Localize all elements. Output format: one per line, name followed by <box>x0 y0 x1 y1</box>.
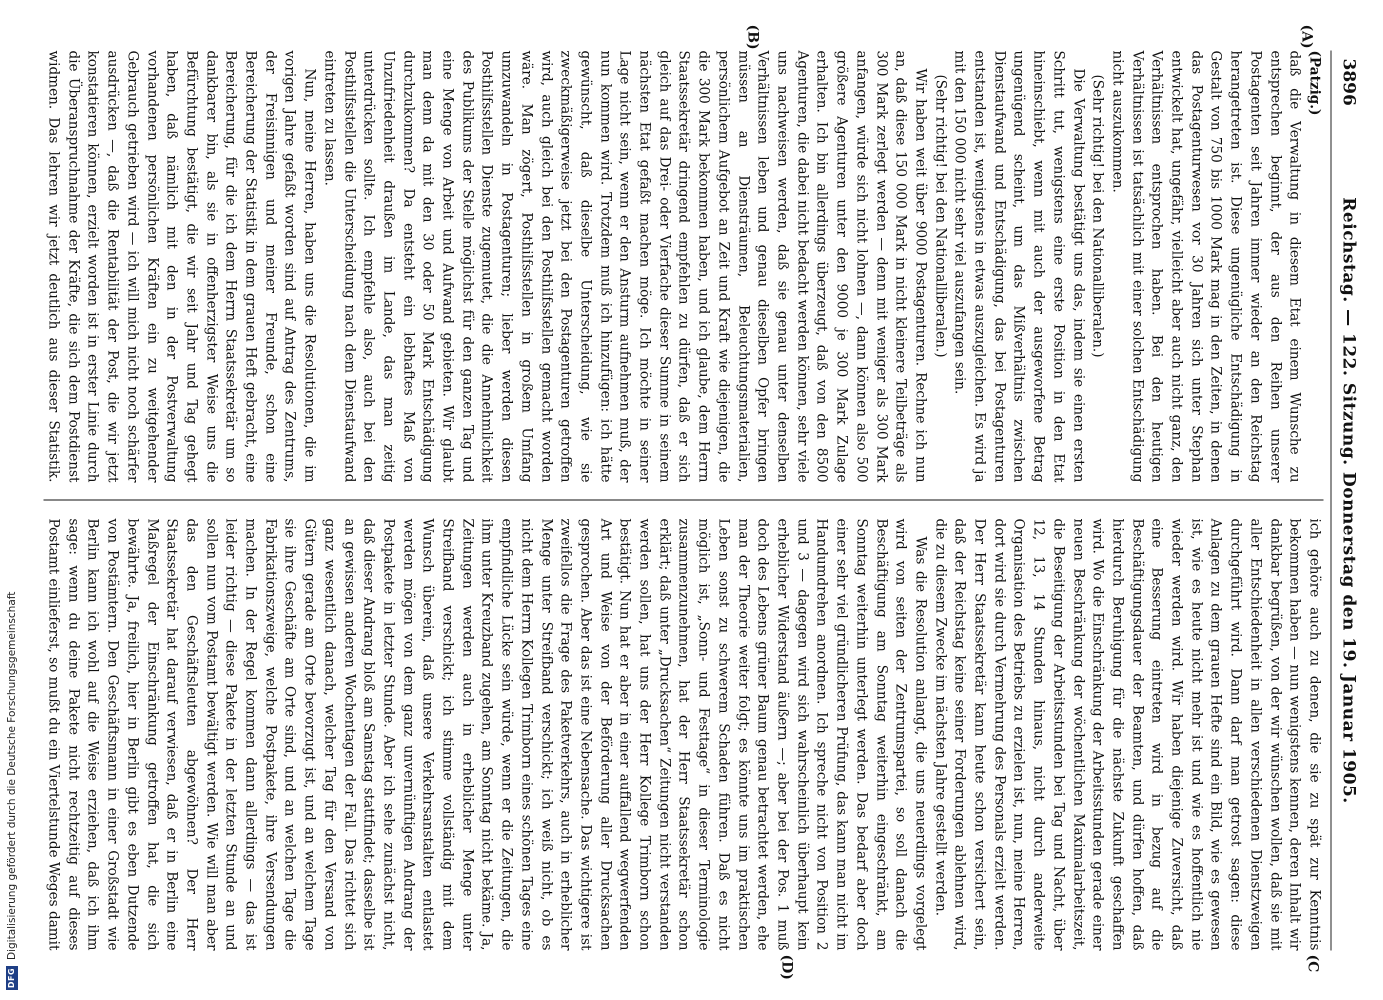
text-column-right <box>44 518 1324 950</box>
paragraph: Was die Resolution anlangt, die uns neuerdings vorgelegt wird von seiten der Zentrumspartei, so soll danach die Beschäftigung am Sonntag weiterhin eingeschränkt, am Sonntag weiterhin unterlegt werden. Das bedarf aber doch einer sehr viel gründlicheren Prüfung, das kann man nicht im Handumdrehen anordnen. Ich spreche nicht von Position 2 und 3 — dagegen wird sich wahrscheinlich überhaupt kein erheblicher Widerstand äußern —; aber bei der Pos. 1 muß doch des Lebens grüner Baum genau betrachtet werden, ehe man der Theorie weiter folgt; es könnte uns im praktischen Leben sonst zu schwerem Schaden führen. Daß es nicht möglich ist, „Sonn- und Festtage“ in dieser Terminologie zusammenzunehmen, hat der Herr Staatssekretär schon erklärt; daß unter „Drucksachen“ Zeitungen nicht verstanden werden sollen, hat uns der Herr Kollege Trimborn schon bestätigt. Nun hat er aber in einer auffallend wegwerfenden Art und Weise von der Beförderung aller Drucksachen gesprochen. Aber das ist eine Nebensache. Das wichtigere ist zweifellos die Frage des Paketverkehrs, auch in erheblicher Menge unter Streifband verschickt; ich weiß nicht, ob es nicht dem Herrn Kollegen Trimborn eines schönen Tages eine empfindliche Lücke sein würde, wenn er die Zeitungen, die ihm unter Kreuzband zugehen, am Sonntag nicht bekäme. Ja, Zeitungen werden auch in erheblicher Menge unter Streifband verschickt; ich stimme vollständig mit dem Wunsch überein, daß unsere Verkehrsanstalten entlastet werden mögen von dem ganz unvernünftigen Andrang der Postpakete in letzter Stunde. Aber ich sehe zunächst nicht, daß dieser Andrang bloß am Samstag stattfindet; dasselbe ist an gewissen anderen Wochentagen der Fall. Das richtet sich ganz wesentlich danach, welcher Tag für den Versand von Gütern gerade am Orte bevorzugt ist, und an welchem Tage sie ihre Geschäfte am Orte sind, und an welchen Tage die Fabrikationszweige, welche Postpakete, ihre Versendungen machen. In der Regel kommen dann allerdings — das ist leider richtig — diese Pakete in der letzten Stunde an und sollen nun vom Postamt bewältigt werden. Wie will man aber das den Geschäftsleuten abgewöhnen? Der Herr Staatssekretär hat darauf verwiesen, daß er in Berlin eine Maßregel der Einschränkung getroffen hat, die sich bewährte. Ja, freilich, hier in Berlin gibt es eben Dutzende von Postämtern. Den Geschäftsmann in einer Großstadt wie Berlin kann ich wohl auf die Weise erziehen, daß ich ihm sage: wenn du deine Pakete nicht rechtzeitig auf dieses Postamt einlieferst, so mußt du ein Viertelstunde Weges damit <box>45 518 929 950</box>
paragraph: daß die Verwaltung in diesem Etat einem Wunsche zu entsprechen beginnt, der aus den Reihen unserer Postagenten seit Jahren immer wieder an den Reichstag herangetreten ist. Diese ungenügliche Entschädigung in Gestalt von 750 bis 1000 Mark mag in den Zeiten, in denen das Postagenturwesen vor 30 Jahren sich unter Stephan entwickelt hat, ungefähr, vielleicht aber auch nicht ganz, den Verhältnissen entsprochen haben. Bei den heutigen Verhältnissen ist tatsächlich mit einer solchen Entschädigung nicht auszukommen. <box>1109 50 1303 482</box>
paragraph: Nun, meine Herren, haben uns die Resolutionen, die im vorigen Jahre gefaßt worden sind auf Antrag des Zentrums, der Freisinnigen und meiner Freunde, schon eine Bereicherung der Statistik in dem grauen Heft gebracht, eine Bereicherung, für die ich dem Herrn Staatssekretär um so dankbarer bin, als sie in offenherzigster Weise uns die Befürchtung bestätigt, die wir seit Jahr und Tag gehegt haben, daß nämlich mit den in der Postverwaltung vorhandenen persönlichen Kräften ein zu weitgehender Gebrauch getrieben wird — ich will mich nicht noch schärfer ausdrücken —, daß die Rentabilität der Post, die wir jetzt konstatieren können, erzielt worden ist in erster Linie durch die Überanspruchnahme der Kräfte, die sich dem Postdienst widmen. Das lehren wir jetzt deutlich aus dieser Statistik. <box>45 50 318 482</box>
dfg-logo-icon: DFG <box>7 967 16 989</box>
margin-marker-d: (D) <box>778 954 795 980</box>
margin-marker-b: (B) <box>744 24 761 50</box>
interjection: (Sehr richtig! bei den Nationalliberalen.) <box>932 74 949 357</box>
page-number: 3896 <box>1338 58 1359 106</box>
paragraph: Wir haben weit über 9000 Postagenturen. Rechne ich nun an, daß diese 150 000 Mark in nicht kleinere Teilbeträge als 300 Mark zerlegt werden — denn mit weniger als 300 Mark anfangen, würde sich nicht lohnen —, dann können also 500 größere Agenturen unter den 9000 je 300 Mark Zulage erhalten. Ich bin allerdings überzeugt, daß von den 8500 Agenturen, die dabei nicht bedacht werden können, sehr viele uns nachweisen werden, daß sie genau unter denselben Verhältnissen leben und genau dieselben Opfer bringen müssen an Diensträumen, Beleuchtungsmaterialien, persönlichem Aufgebot an Zeit und Kraft wie diejenigen, die die 300 Mark bekommen haben, und ich glaube, dem Herrn Staatssekretär dringend empfehlen zu dürfen, daß er sich gleich auf das Drei- oder Vierfache dieser Summe in seinem nächsten Etat gefaßt machen möge. Ich möchte in seiner Lage nicht sein, wenn er den Ansturm aufnehmen muß, der nun kommen wird. Trotzdem muß ich hinzufügen: ich hätte gewünscht, daß dieselbe Unterscheidung, wie sie zweckmäßigerweise jetzt bei den Postagenturen getroffen wird, auch gleich bei den Posthilfsstellen gemacht worden wäre. Man zögert, Posthilfsstellen in großem Umfang umzuwandeln in Postagenturen; lieber werden diesen Posthilfsstellen Dienste zugemutet, die die Annehmlichkeit des Publikums der Stelle möglichst für den ganzen Tag und eine Menge von Arbeit und Aufwand gebieten. Wir glaubt man denn da mit den 30 oder 50 Mark Entschädigung durchzukommen? Da entsteht ein lebhaftes Maß von Unzufriedenheit draußen im Lande, das man zeitig unterdrücken sollte. Ich empfehle also, auch bei den Posthilfsstellen die Unterscheidung nach dem Dienstaufwand eintreten zu lassen. <box>321 50 929 482</box>
column-divider <box>44 499 1324 500</box>
speaker-name: (Patzig.) <box>1306 50 1323 115</box>
header-rule <box>1331 50 1332 950</box>
running-header <box>1336 50 1362 950</box>
interjection: (Sehr richtig! bei den Nationalliberalen.) <box>1089 74 1106 357</box>
margin-marker-c: (C <box>1304 954 1321 972</box>
digitization-credit <box>4 0 20 1000</box>
running-title: Reichstag. — 122. Sitzung. Donnerstag den 19. Januar 1905. <box>1338 196 1359 804</box>
paragraph: Die Verwaltung bestätigt uns das, indem sie einen ersten Schritt tut, wenigstens eine erste Position in den Etat hineinschiebt, wenn mit auch der ausgeworfene Betrag ungenügend scheint, um das Mißverhältnis zwischen Dienstaufwand und Entschädigung, das bei Postagenturen entstanden ist, wenigstens in etwas auszugleichen. Es wird ja mit den 150 000 nicht sehr viel auszufangen sein. <box>951 50 1087 482</box>
paragraph: ich gehöre auch zu denen, die sie zu spät zur Kenntnis bekommen haben — nun wenigstens kennen, deren Inhalt wir dankbar begrüßen, von der wir wünschen wollen, daß sie mit aller Entschiedenheit in allen verschiedenen Dienstzweigen durchgeführt wird. Dann darf man getrost sagen: diese Anlagen zu dem grauen Hefte sind ein Bild, wie es gewesen ist, wie es heute nicht mehr ist und wie es hoffentlich nie wieder werden wird. Wir haben diejenige Zuversicht, daß eine Besserung eintreten wird in bezug auf die Beschäftigungsdauer der Beamten, und dürfen hoffen, daß hierdurch Beruhigung für die nächste Zukunft geschaffen wird. Wo die Einschränkung der Arbeitsstunden gerade einer neuen Beschränkung der wöchentlichen Maximalarbeitszeit, die Beseitigung der Arbeitsstunden bei Tag und Nacht, über 12, 13, 14 Stunden hinaus, nicht durch anderweite Organisation des Betriebs zu erzielen ist, nun, meine Herren, dort wird sie durch Vermehrung des Personals erzielt werden. Der Herr Staatssekretär kann heute schon versichert sein, daß der Reichstag keine seiner Forderungen ablehnen wird, die zu diesem Zwecke im nächsten Jahre gestellt werden. <box>932 518 1323 950</box>
text-column-left <box>44 50 1324 482</box>
rotated-page-content <box>39 24 1362 980</box>
credit-text: Digitalisierung gefördert durch die Deutsche Forschungsgemeinschaft <box>6 591 18 960</box>
margin-marker-a: (A) <box>1298 24 1315 49</box>
